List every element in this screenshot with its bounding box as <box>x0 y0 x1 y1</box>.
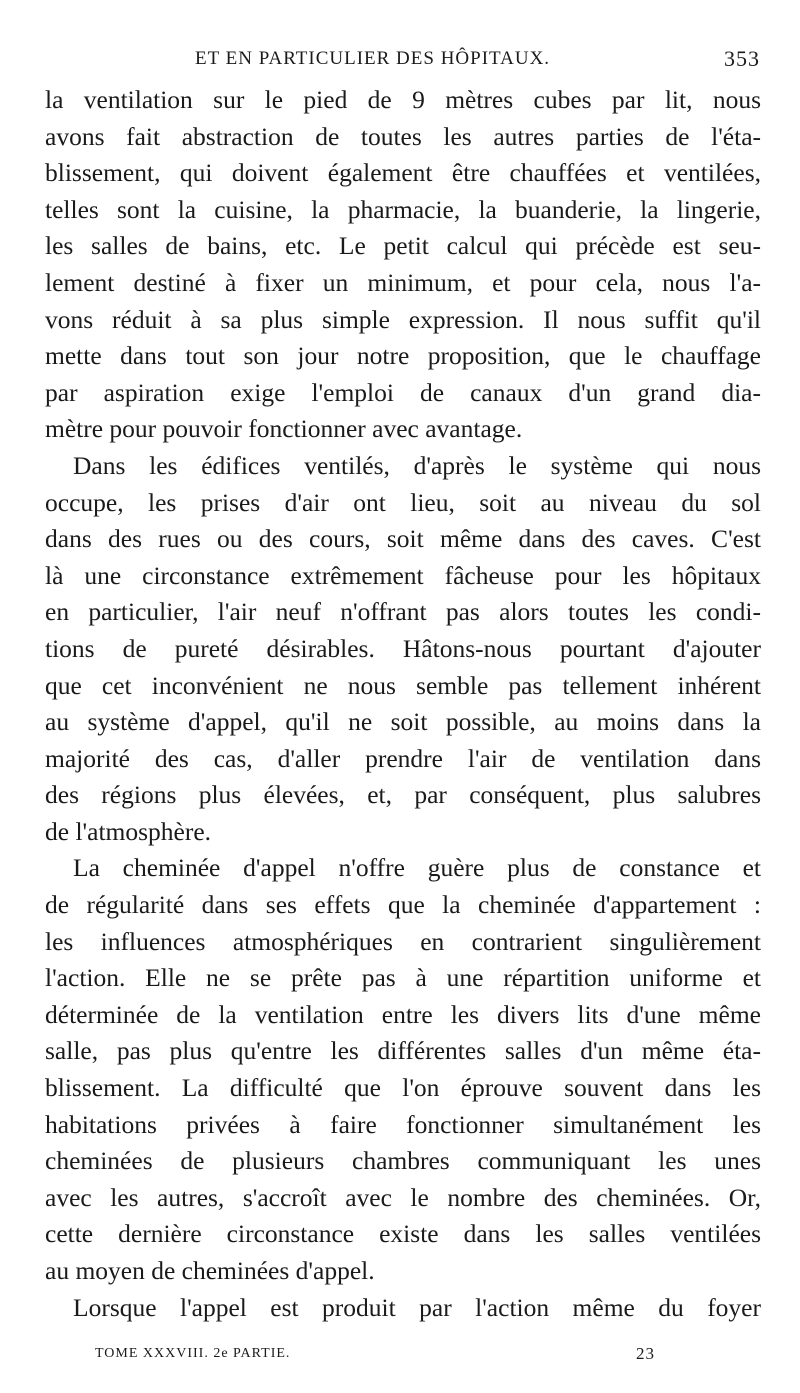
running-title: ET EN PARTICULIER DES HÔPITAUX. <box>195 48 551 69</box>
text-line: lement destiné à fixer un minimum, et pour cela, nous l'a- <box>45 267 761 297</box>
text-line: de l'atmosphère. <box>45 816 212 846</box>
text-line: cette dernière circonstance existe dans les salles ventilées <box>45 1219 761 1249</box>
paragraph-start-line: Lorsque l'appel est produit par l'action même du foyer <box>73 1292 761 1322</box>
text-line: dans des rues ou des cours, soit même dans des caves. C'est <box>45 524 761 554</box>
text-line: là une circonstance extrêmement fâcheuse pour les hôpitaux <box>45 560 761 590</box>
text-line: la ventilation sur le pied de 9 mètres cubes par lit, nous <box>45 85 761 114</box>
running-head <box>40 40 760 80</box>
text-line: des régions plus élevées, et, par conséquent, plus salubres <box>45 780 761 810</box>
text-line: au système d'appel, qu'il ne soit possible, au moins dans la <box>45 707 761 737</box>
sheet-number: 23 <box>636 1344 655 1363</box>
text-line: les influences atmosphériques en contrarient singulièrement <box>45 926 761 956</box>
paragraph-start-line: Dans les édifices ventilés, d'après le système qui nous <box>73 450 761 480</box>
text-line: au moyen de cheminées d'appel. <box>45 1256 375 1285</box>
text-line: les salles de bains, etc. Le petit calcul qui précède est seu- <box>45 231 761 261</box>
text-line: vons réduit à sa plus simple expression. Il nous suffit qu'il <box>45 304 761 334</box>
text-line: par aspiration exige l'emploi de canaux d'un grand dia- <box>45 377 761 407</box>
page-footer <box>95 1340 655 1370</box>
text-line: de régularité dans ses effets que la cheminée d'appartement : <box>45 890 761 920</box>
text-line: blissement. La difficulté que l'on éprouve souvent dans les <box>45 1073 761 1103</box>
text-line: cheminées de plusieurs chambres communiquant les unes <box>45 1146 761 1176</box>
text-line: telles sont la cuisine, la pharmacie, la buanderie, la lingerie, <box>45 194 761 224</box>
text-line: tions de pureté désirables. Hâtons-nous pourtant d'ajouter <box>45 633 761 663</box>
page-number: 353 <box>724 46 760 71</box>
text-line: l'action. Elle ne se prête pas à une répartition uniforme et <box>45 963 761 993</box>
text-line: avec les autres, s'accroît avec le nombre des cheminées. Or, <box>45 1182 761 1212</box>
text-line: mette dans tout son jour notre proposition, que le chauffage <box>45 341 761 371</box>
text-line: majorité des cas, d'aller prendre l'air de ventilation dans <box>45 743 761 773</box>
text-line: occupe, les prises d'air ont lieu, soit au niveau du sol <box>45 487 761 517</box>
text-line: habitations privées à faire fonctionner simultanément les <box>45 1109 761 1139</box>
text-line: blissement, qui doivent également être chauffées et ventilées, <box>45 158 761 188</box>
text-line: salle, pas plus qu'entre les différentes salles d'un même éta- <box>45 1036 761 1066</box>
signature-mark: TOME XXXVIII. 2e PARTIE. <box>95 1346 291 1361</box>
text-line: mètre pour pouvoir fonctionner avec avantage. <box>45 414 523 444</box>
text-line: en particulier, l'air neuf n'offrant pas alors toutes les condi- <box>45 597 761 627</box>
text-line: avons fait abstraction de toutes les autres parties de l'éta- <box>45 121 761 151</box>
text-line: déterminée de la ventilation entre les divers lits d'une même <box>45 999 761 1029</box>
body-text <box>45 82 761 1326</box>
paragraph-start-line: La cheminée d'appel n'offre guère plus de constance et <box>73 853 761 883</box>
text-line: que cet inconvénient ne nous semble pas tellement inhérent <box>45 670 761 700</box>
